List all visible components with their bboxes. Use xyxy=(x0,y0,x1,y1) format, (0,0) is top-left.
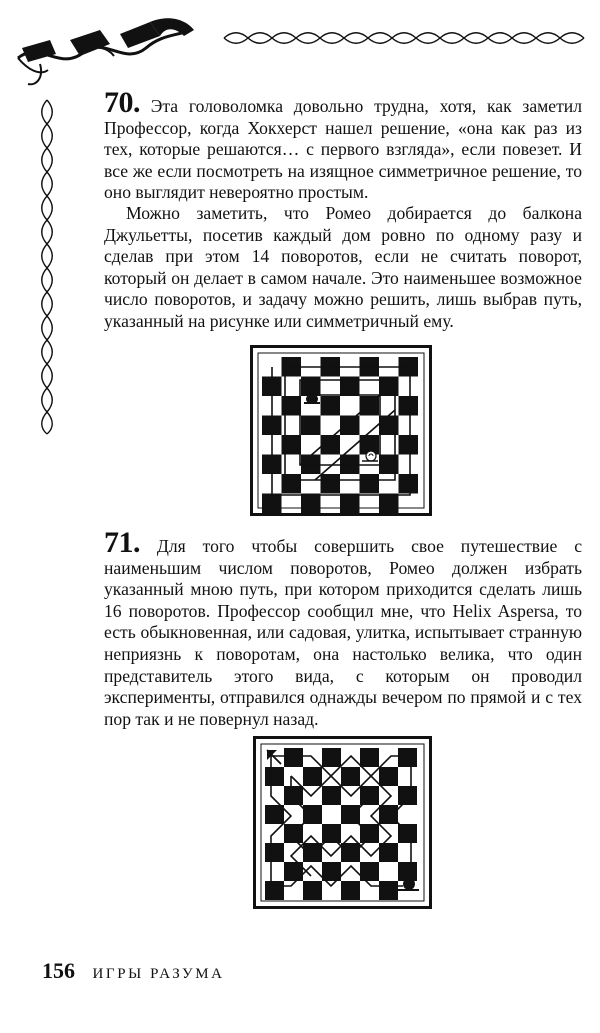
problem-70-text-1: Эта головоломка довольно трудна, хотя, как заметил Профессор, когда Хокхерст нашел решение, «она как раз из тех, которые решаются… с первого взгляда», если повезет. И все же если посмотреть на изящное симметричное решение, то оно выглядит невероятно простым. xyxy=(104,96,582,203)
board-square xyxy=(265,881,284,900)
board-square xyxy=(303,767,322,786)
board-square xyxy=(379,881,398,900)
board-square xyxy=(265,767,284,786)
board-square xyxy=(398,786,417,805)
problem-71-paragraph xyxy=(104,526,583,730)
board-square xyxy=(399,435,419,455)
board-square xyxy=(340,494,360,514)
board-square xyxy=(321,396,341,416)
board-square xyxy=(284,748,303,767)
problem-70-paragraph-1 xyxy=(104,86,582,204)
board-square xyxy=(301,494,321,514)
page-footer xyxy=(42,958,225,984)
board-square xyxy=(322,824,341,843)
page-number: 156 xyxy=(42,958,75,983)
board-square xyxy=(322,786,341,805)
header-ornament xyxy=(0,0,600,100)
board-square xyxy=(303,843,322,862)
board-square xyxy=(398,748,417,767)
board-square xyxy=(303,881,322,900)
board-square xyxy=(321,474,341,494)
board-square xyxy=(399,474,419,494)
board-square xyxy=(262,494,282,514)
problem-70-number: 70. xyxy=(104,86,140,119)
board-square xyxy=(379,767,398,786)
chessboard-diagram-70 xyxy=(250,345,432,516)
board-square xyxy=(322,748,341,767)
board-square xyxy=(341,843,360,862)
board-square xyxy=(265,843,284,862)
board-square xyxy=(284,786,303,805)
board-square xyxy=(399,396,419,416)
board-square xyxy=(398,862,417,881)
board-square xyxy=(360,786,379,805)
arrow-icon xyxy=(267,750,281,764)
problem-70-paragraph-2: Можно заметить, что Ромео добирается до балкона Джульетты, посетив каждый дом ровно по одному разу и сделав при этом 14 поворотов, если не считать поворот, который он делает в самом начале. Это наименьшее возможное число поворотов, и задачу можно решить, лишь выбрав путь, указанный на рисунке или симметричный ему. xyxy=(104,203,582,331)
board-square xyxy=(360,748,379,767)
problem-71-number: 71. xyxy=(104,526,140,559)
board-square xyxy=(379,494,399,514)
board-square xyxy=(360,474,380,494)
board-square xyxy=(340,416,360,436)
board-square xyxy=(265,805,284,824)
chessboard-diagram-71 xyxy=(253,736,432,909)
book-title: ИГРЫ РАЗУМА xyxy=(92,966,225,982)
problem-71-text: Для того чтобы совершить свое путешествие с наименьшим числом поворотов, Ромео должен избрать указанный мною путь, при котором приходится сделать лишь 16 поворотов. Профессор сообщил мне, что Helix Aspersa, то есть обыкновенная, или садовая, улитка, испытывает странную неприязнь к поворотам, она настолько велика, что один представитель этого вида, с которым он проводил эксперименты, отправился однажды вечером по прямой и с тех пор так и не повернул назад. xyxy=(104,536,583,729)
board-square xyxy=(301,416,321,436)
board-square xyxy=(341,767,360,786)
side-ornament xyxy=(36,96,58,436)
board-square xyxy=(341,881,360,900)
